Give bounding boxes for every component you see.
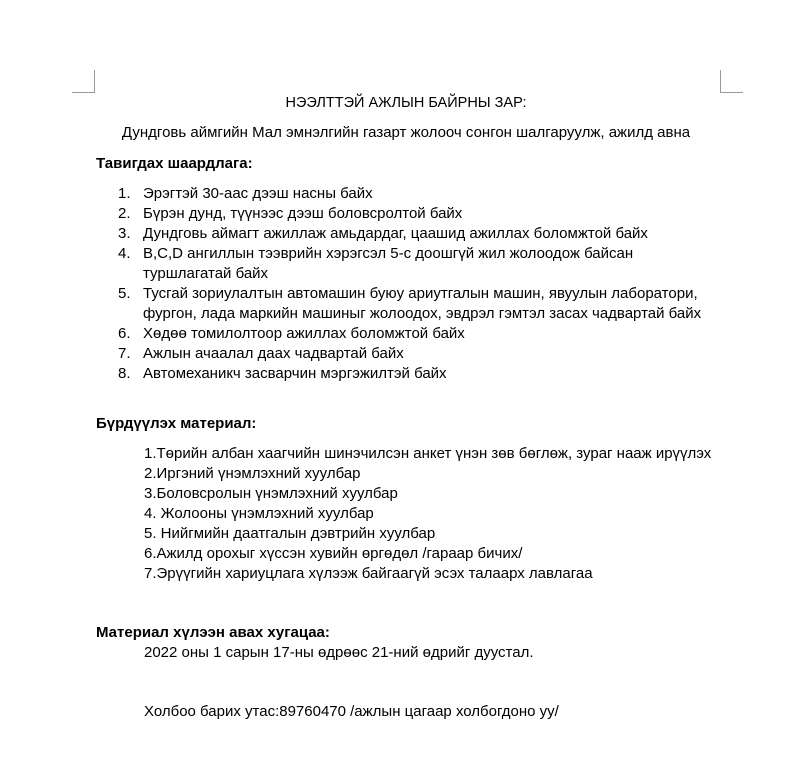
list-item-number: 1. [118,185,131,202]
list-item-number: 2. [118,205,131,222]
list-item: 3.Боловсролын үнэмлэхний хуулбар [144,485,398,502]
list-item: 1.Төрийн албан хаагчийн шинэчилсэн анкет үнэн зөв бөглөж, зураг нааж ирүүлэх [144,445,712,462]
list-item: 4. Жолооны үнэмлэхний хуулбар [144,505,374,522]
list-item: 6.Ажилд орохыг хүссэн хувийн өргөдөл /гараар бичих/ [144,545,523,562]
document-subtitle: Дундговь аймгийн Мал эмнэлгийн газарт жолооч сонгон шалгаруулж, ажилд авна [121,124,691,141]
document-title: НЭЭЛТТЭЙ АЖЛЫН БАЙРНЫ ЗАР: [285,95,527,111]
requirements-list [96,184,736,384]
list-item-text: Бүрэн дунд, түүнээс дээш боловсролтой байх [143,205,463,222]
list-item-number: 4. [118,245,131,262]
list-item-number: 3. [118,225,131,242]
materials-heading: Бүрдүүлэх материал: [96,415,257,432]
list-item [96,324,736,344]
list-item: 2.Иргэний үнэмлэхний хуулбар [144,465,361,482]
deadline-text: 2022 оны 1 сарын 17-ны өдрөөс 21-ний өдрийг дуустал. [144,644,534,661]
list-item [96,204,736,224]
list-item-text: Ажлын ачаалал даах чадвартай байх [143,345,404,362]
list-item-text: Дундговь аймагт ажиллаж амьдардаг, цаашид ажиллах боломжтой байх [143,225,648,242]
page-corner-mark-left [72,70,95,93]
list-item-text: Хөдөө томилолтоор ажиллах боломжтой байх [143,325,465,342]
materials-list [96,444,716,584]
list-item-number: 7. [118,345,131,362]
list-item [96,344,736,364]
contact-text: Холбоо барих утас:89760470 /ажлын цагаар холбогдоно уу/ [144,703,559,720]
list-item [96,184,736,204]
list-item-text: Автомеханикч засварчин мэргэжилтэй байх [143,365,447,382]
list-item [96,284,736,324]
list-item: 7.Эрүүгийн хариуцлага хүлээж байгаагүй эсэх талаарх лавлагаа [144,565,593,582]
deadline-heading: Материал хүлээн авах хугацаа: [96,624,330,641]
list-item: 5. Нийгмийн даатгалын дэвтрийн хуулбар [144,525,436,542]
list-item-number: 5. [118,285,131,302]
list-item [96,244,736,284]
list-item-number: 6. [118,325,131,342]
list-item [96,224,736,244]
list-item-number: 8. [118,365,131,382]
list-item-text: Тусгай зориулалтын автомашин буюу ариутгалын машин, явуулын лаборатори, фургон, лада маркийн машиныг жолоодох, эвдрэл гэмтэл засах чадвартай байх [143,285,702,322]
list-item-text: Эрэгтэй 30-аас дээш насны байх [143,185,373,202]
list-item-text: B,C,D ангиллын тээврийн хэрэгсэл 5-с доошгүй жил жолоодож байсан туршлагатай байх [143,245,634,282]
list-item [96,364,736,384]
requirements-heading: Тавигдах шаардлага: [96,155,253,172]
page-corner-mark-right [720,70,743,93]
